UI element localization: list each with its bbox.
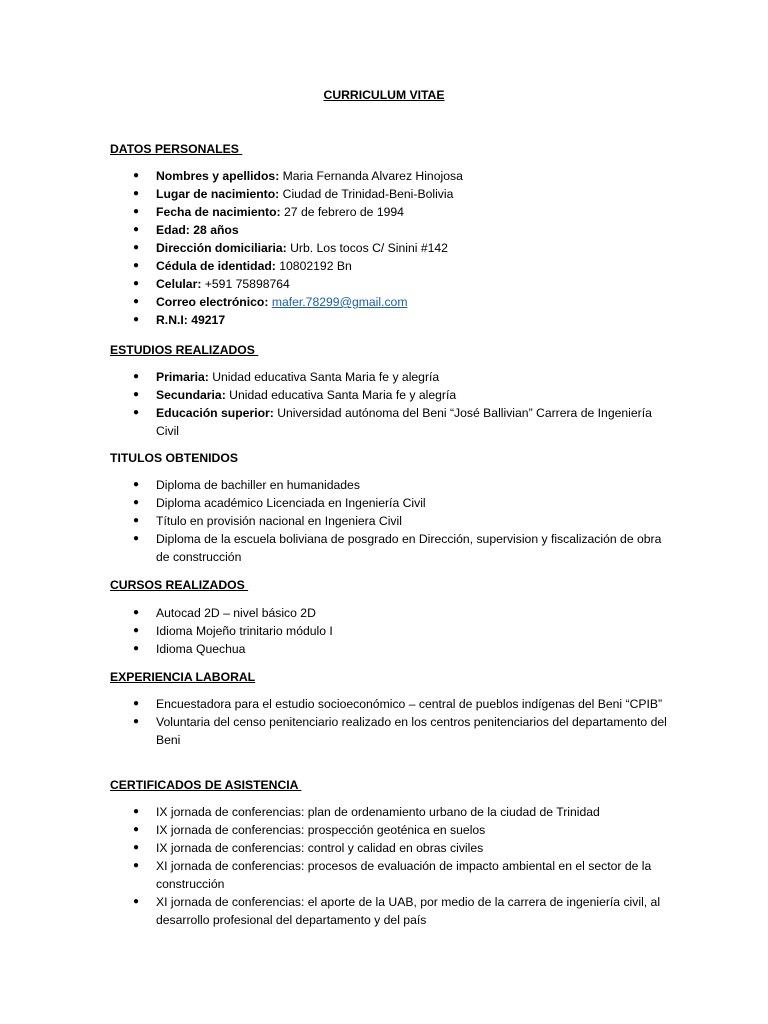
list-item [110, 185, 670, 203]
list-item [110, 239, 670, 257]
field-value: 10802192 Bn [275, 259, 352, 273]
bullet-icon: ● [133, 497, 140, 508]
item-text: Idioma Quechua [156, 642, 246, 656]
document-title: CURRICULUM VITAE [323, 88, 445, 102]
field-value: Universidad autónoma del Beni “José Ballivian” Carrera de Ingeniería Civil [156, 406, 652, 438]
list-item [110, 803, 670, 821]
item-text: IX jornada de conferencias: prospección geoténica en suelos [156, 823, 486, 837]
field-label: Nombres y apellidos: [156, 169, 280, 183]
bullet-icon: ● [133, 533, 140, 544]
list-item [110, 622, 670, 640]
section-heading-cursos: CURSOS REALIZADOS [110, 578, 249, 592]
list-certificados [110, 803, 670, 929]
field-value: 49217 [187, 313, 226, 327]
field-value: 28 años [189, 223, 239, 237]
list-item [110, 257, 670, 275]
section-heading-certificados: CERTIFICADOS DE ASISTENCIA [110, 778, 302, 792]
item-text: Diploma de bachiller en humanidades [156, 478, 360, 492]
list-item [110, 275, 670, 293]
field-label: Primaria: [156, 370, 209, 384]
field-value: Unidad educativa Santa Maria fe y alegría [225, 388, 457, 402]
field-label: Lugar de nacimiento: [156, 187, 280, 201]
item-text: Título en provisión nacional en Ingeniera Civil [156, 514, 402, 528]
bullet-icon: ● [133, 206, 140, 217]
list-item [110, 494, 670, 512]
field-value: +591 75898764 [201, 277, 290, 291]
bullet-icon: ● [133, 170, 140, 181]
list-estudios [110, 368, 670, 440]
section-heading-datos-personales: DATOS PERSONALES [110, 142, 243, 156]
bullet-icon: ● [133, 698, 140, 709]
item-text: Autocad 2D – nivel básico 2D [156, 606, 316, 620]
bullet-icon: ● [133, 842, 140, 853]
list-item [110, 368, 670, 386]
list-item [110, 604, 670, 622]
list-item [110, 404, 670, 440]
item-text: IX jornada de conferencias: control y calidad en obras civiles [156, 841, 484, 855]
field-label: Edad: [156, 223, 190, 237]
item-text: XI jornada de conferencias: procesos de evaluación de impacto ambiental en el sector de la construcción [156, 859, 652, 891]
item-text: XI jornada de conferencias: el aporte de la UAB, por medio de la carrera de ingeniería civil, al desarrollo profesional del departamento y del país [156, 895, 661, 927]
item-text: IX jornada de conferencias: plan de ordenamiento urbano de la ciudad de Trinidad [156, 805, 600, 819]
bullet-icon: ● [133, 716, 140, 727]
email-link[interactable]: mafer.78299@gmail.com [271, 295, 408, 309]
field-value: Unidad educativa Santa Maria fe y alegría [208, 370, 440, 384]
field-label: Celular: [156, 277, 202, 291]
bullet-icon: ● [133, 260, 140, 271]
list-item [110, 713, 670, 749]
bullet-icon: ● [133, 314, 140, 325]
bullet-icon: ● [133, 625, 140, 636]
section-heading-experiencia: EXPERIENCIA LABORAL [110, 670, 256, 684]
section-heading-estudios: ESTUDIOS REALIZADOS [110, 343, 259, 357]
list-item [110, 893, 670, 929]
bullet-icon: ● [133, 188, 140, 199]
bullet-icon: ● [133, 389, 140, 400]
field-label: R.N.I: [156, 313, 188, 327]
list-item [110, 476, 670, 494]
field-label: Dirección domiciliaria: [156, 241, 287, 255]
list-item [110, 386, 670, 404]
list-item [110, 821, 670, 839]
bullet-icon: ● [133, 806, 140, 817]
field-label: Fecha de nacimiento: [156, 205, 281, 219]
field-value: Ciudad de Trinidad-Beni-Bolivia [279, 187, 454, 201]
bullet-icon: ● [133, 278, 140, 289]
field-label: Cédula de identidad: [156, 259, 276, 273]
list-cursos [110, 604, 670, 658]
field-value: Urb. Los tocos C/ Sinini #142 [286, 241, 448, 255]
bullet-icon: ● [133, 515, 140, 526]
list-item [110, 512, 670, 530]
bullet-icon: ● [133, 224, 140, 235]
list-item [110, 293, 670, 311]
bullet-icon: ● [133, 607, 140, 618]
bullet-icon: ● [133, 407, 140, 418]
bullet-icon: ● [133, 479, 140, 490]
list-datos-personales [110, 167, 670, 329]
bullet-icon: ● [133, 643, 140, 654]
field-value: Maria Fernanda Alvarez Hinojosa [279, 169, 463, 183]
item-text: Voluntaria del censo penitenciario realizado en los centros penitenciarios del departamento del Beni [156, 715, 667, 747]
list-item [110, 311, 670, 329]
list-item [110, 640, 670, 658]
list-item [110, 695, 670, 713]
item-text: Diploma de la escuela boliviana de posgrado en Dirección, supervision y fiscalización de obra de construcción [156, 532, 662, 564]
field-label: Correo electrónico: [156, 295, 269, 309]
bullet-icon: ● [133, 371, 140, 382]
item-text: Encuestadora para el estudio socioeconómico – central de pueblos indígenas del Beni “CPIB” [156, 697, 663, 711]
list-titulos [110, 476, 670, 566]
bullet-icon: ● [133, 824, 140, 835]
list-item [110, 203, 670, 221]
bullet-icon: ● [133, 860, 140, 871]
list-item [110, 530, 670, 566]
list-experiencia [110, 695, 670, 749]
item-text: Diploma académico Licenciada en Ingeniería Civil [156, 496, 426, 510]
item-text: Idioma Mojeño trinitario módulo I [156, 624, 333, 638]
field-label: Secundaria: [156, 388, 226, 402]
field-label: Educación superior: [156, 406, 274, 420]
field-value: 27 de febrero de 1994 [280, 205, 404, 219]
section-heading-titulos: TITULOS OBTENIDOS [110, 451, 238, 465]
list-item [110, 221, 670, 239]
bullet-icon: ● [133, 296, 140, 307]
list-item [110, 857, 670, 893]
bullet-icon: ● [133, 896, 140, 907]
list-item [110, 167, 670, 185]
list-item [110, 839, 670, 857]
bullet-icon: ● [133, 242, 140, 253]
